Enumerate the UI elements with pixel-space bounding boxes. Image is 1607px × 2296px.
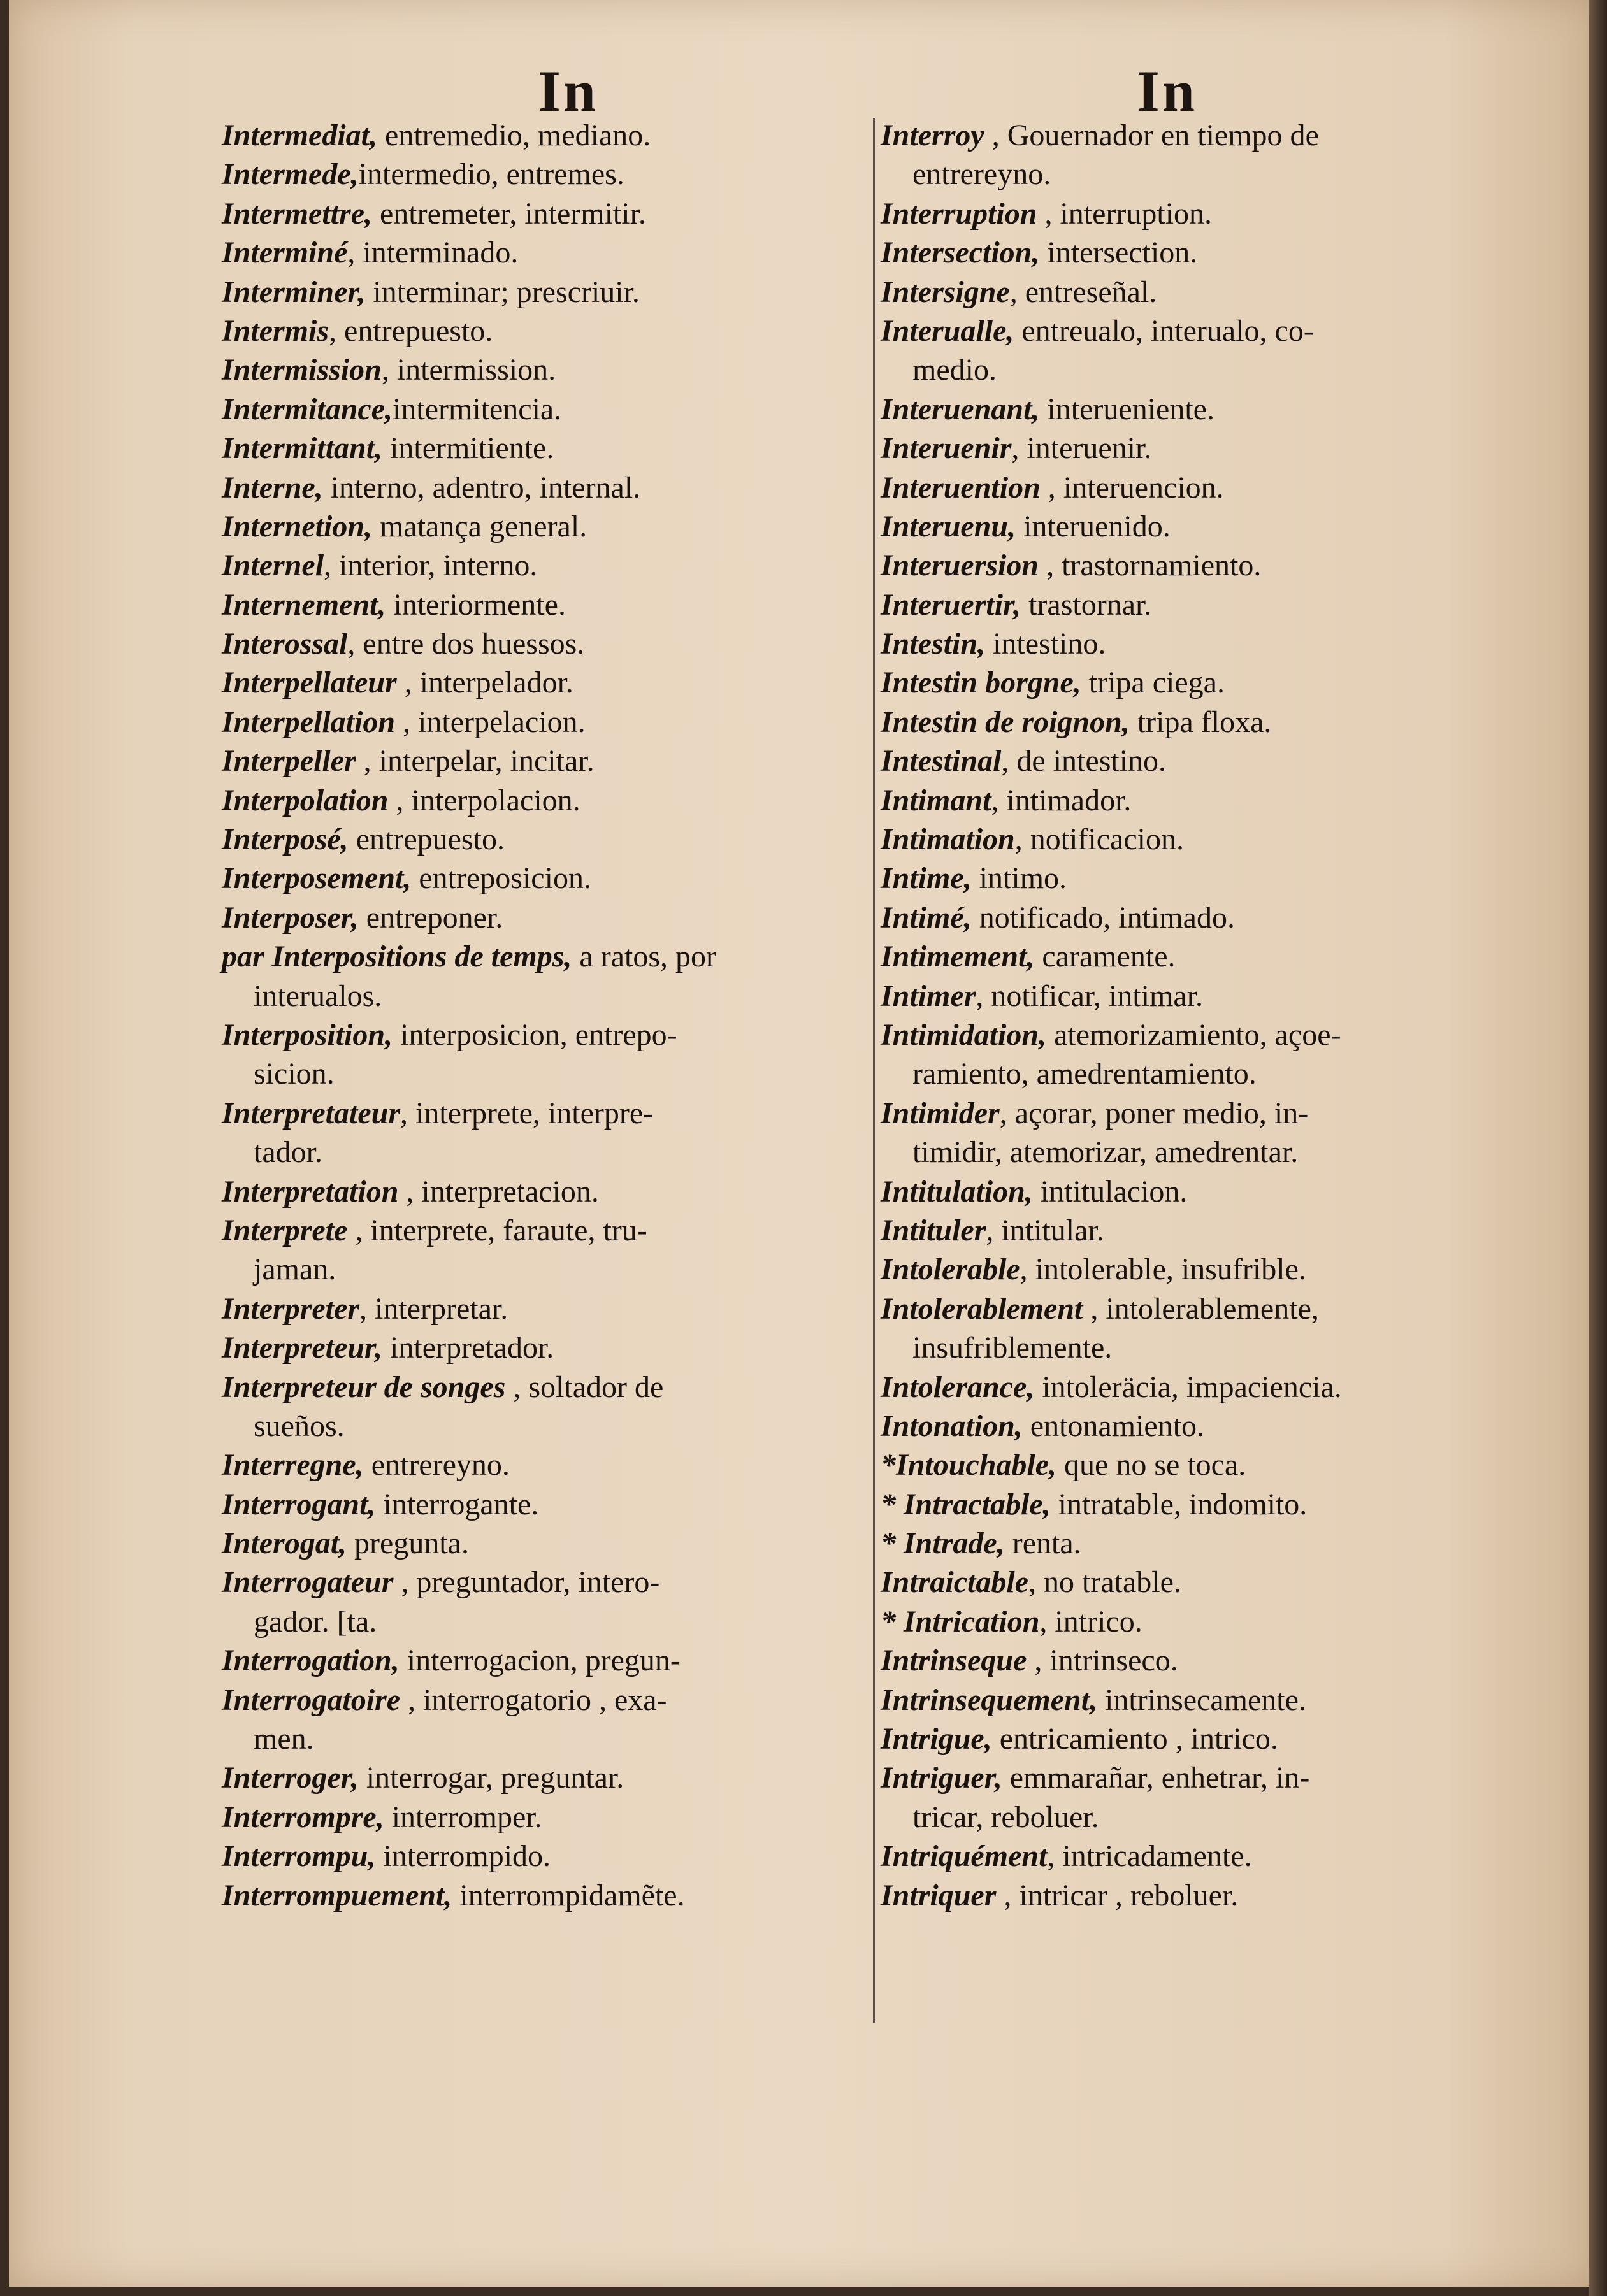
translation: entreponer. — [358, 900, 503, 935]
headword: Interposé, — [222, 822, 349, 857]
dictionary-entry-line — [222, 1837, 865, 1876]
headword: Intestin de roignon, — [881, 705, 1130, 739]
dictionary-entry-line — [222, 507, 865, 546]
translation: , preguntador, intero- — [393, 1565, 660, 1600]
headword: Interuenu, — [881, 509, 1016, 543]
translation: , intolerable, insufrible. — [1020, 1252, 1306, 1287]
dictionary-entry-line — [222, 1328, 865, 1367]
translation: interromper. — [384, 1800, 542, 1834]
headword: * Intrication — [881, 1604, 1040, 1639]
headword: Intimé, — [881, 900, 972, 935]
translation: interrogacion, pregun- — [399, 1644, 681, 1678]
dictionary-entry-line — [222, 546, 865, 585]
translation: intoleräcia, impaciencia. — [1034, 1370, 1342, 1404]
translation: trastornar. — [1021, 587, 1152, 622]
headword: Intermede, — [222, 157, 359, 192]
dictionary-entry-line — [881, 977, 1492, 1015]
translation: , interrogatorio , exa- — [400, 1683, 667, 1717]
translation: a ratos, por — [572, 940, 716, 974]
headword: Interposition, — [222, 1017, 393, 1052]
translation: , interpelar, incitar. — [356, 744, 595, 778]
left-column — [222, 116, 865, 1915]
translation: , notificar, intimar. — [976, 979, 1204, 1013]
translation: men. — [254, 1722, 314, 1756]
translation: , notificacion. — [1014, 822, 1184, 857]
dictionary-entry-line — [881, 194, 1492, 233]
dictionary-entry-line — [222, 1407, 865, 1446]
dictionary-entry-line — [881, 1250, 1492, 1289]
dictionary-entry-line — [881, 937, 1492, 976]
headword: Interpreter — [222, 1291, 359, 1326]
dictionary-entry-line — [222, 859, 865, 898]
translation: intratable, indomito. — [1050, 1487, 1308, 1521]
headword: par Interpositions de temps, — [222, 940, 572, 974]
headword: *Intouchable, — [881, 1448, 1057, 1482]
dictionary-entry-line — [222, 1368, 865, 1407]
translation: medio. — [912, 353, 997, 387]
headword: Intolerablement — [881, 1291, 1083, 1326]
dictionary-entry-line — [881, 1876, 1492, 1915]
translation: intestino. — [985, 627, 1106, 661]
dictionary-entry-line — [881, 350, 1492, 389]
headword: Intimant — [881, 783, 991, 817]
headword: Intonation, — [881, 1409, 1023, 1443]
headword: Interpolation — [222, 783, 389, 817]
headword: Interprete — [222, 1213, 348, 1247]
headword: Interrogant, — [222, 1487, 376, 1521]
headword: Intriquer — [881, 1878, 997, 1912]
headword: Interrogatoire — [222, 1683, 401, 1717]
translation: entricamiento , intrico. — [991, 1722, 1278, 1756]
translation: renta. — [1004, 1526, 1081, 1561]
dictionary-entry-line — [222, 1758, 865, 1797]
translation: , intimador. — [991, 783, 1132, 817]
dictionary-entry-line — [222, 312, 865, 350]
dictionary-entry-line — [881, 1368, 1492, 1407]
headword: Interuertir, — [881, 587, 1021, 622]
dictionary-entry-line — [222, 1681, 865, 1719]
translation: interueniente. — [1039, 392, 1214, 426]
dictionary-entry-line — [222, 742, 865, 780]
dictionary-entry-line — [222, 1054, 865, 1093]
translation: , intitular. — [986, 1213, 1104, 1247]
headword: Interpretateur — [222, 1096, 401, 1130]
translation: interualos. — [254, 979, 382, 1013]
dictionary-entry-line — [222, 1563, 865, 1602]
dictionary-entry-line — [881, 1211, 1492, 1250]
dictionary-entry-line — [222, 820, 865, 859]
translation: ramiento, amedrentamiento. — [912, 1057, 1257, 1091]
column-divider — [873, 118, 875, 2023]
translation: intermedio, entremes. — [358, 157, 624, 192]
translation: , intermission. — [381, 353, 556, 387]
translation: , no tratable. — [1028, 1565, 1181, 1600]
translation: , intrinseco. — [1027, 1644, 1178, 1678]
headword: Interrogateur — [222, 1565, 394, 1600]
right-column — [881, 116, 1492, 1915]
dictionary-entry-line — [222, 350, 865, 389]
dictionary-entry-line — [881, 742, 1492, 780]
translation: , interpelador. — [396, 666, 573, 700]
dictionary-entry-line — [881, 1524, 1492, 1563]
translation: interiormente. — [386, 587, 566, 622]
dictionary-entry-line — [222, 1641, 865, 1680]
translation: , interminado. — [347, 236, 519, 270]
headword: Intermediat, — [222, 118, 378, 152]
headword: * Intractable, — [881, 1487, 1051, 1521]
dictionary-entry-line — [222, 1094, 865, 1133]
translation: , interpretacion. — [398, 1174, 599, 1209]
translation: sicion. — [254, 1057, 335, 1091]
translation: intrinsecamente. — [1097, 1683, 1306, 1717]
translation: entremeter, intermitir. — [372, 196, 646, 231]
translation: entrepuesto. — [348, 822, 505, 857]
translation: , soltador de — [505, 1370, 664, 1404]
translation: , entreseñal. — [1009, 275, 1157, 309]
headword: Interregne, — [222, 1448, 364, 1482]
headword: Intimation — [881, 822, 1015, 857]
dictionary-entry-line — [881, 1641, 1492, 1680]
translation: que no se toca. — [1056, 1448, 1246, 1482]
headword: Intrinseque — [881, 1644, 1027, 1678]
headword: Intermittant, — [222, 431, 383, 466]
dictionary-entry-line — [222, 1250, 865, 1289]
headword: Intersection, — [881, 236, 1040, 270]
headword: Interposer, — [222, 900, 359, 935]
headword: Intrigue, — [881, 1722, 992, 1756]
dictionary-entry-line — [881, 781, 1492, 820]
translation: , interuencion. — [1040, 470, 1224, 505]
translation: , Gouernador en tiempo de — [984, 118, 1319, 152]
dictionary-entry-line — [222, 1446, 865, 1484]
headword: Interroy — [881, 118, 984, 152]
translation: interrogar, preguntar. — [358, 1761, 624, 1795]
headword: Interpellateur — [222, 666, 397, 700]
translation: , interpretar. — [359, 1291, 508, 1326]
dictionary-entry-line — [881, 468, 1492, 507]
headword: Intime, — [881, 861, 972, 896]
translation: matança general. — [372, 509, 587, 543]
dictionary-entry-line — [881, 1094, 1492, 1133]
translation: , intrico. — [1039, 1604, 1142, 1639]
translation: interrogante. — [375, 1487, 539, 1521]
headword: Intraictable — [881, 1565, 1029, 1600]
dictionary-entry-line — [881, 585, 1492, 624]
translation: tador. — [254, 1135, 322, 1170]
dictionary-entry-line — [881, 390, 1492, 429]
translation: atemorizamiento, açoe- — [1046, 1017, 1341, 1052]
headword: Interuention — [881, 470, 1041, 505]
translation: , intricar , reboluer. — [996, 1878, 1239, 1912]
dictionary-entry-line — [222, 898, 865, 937]
headword: Intolerance, — [881, 1370, 1035, 1404]
headword: Interrompre, — [222, 1800, 384, 1834]
translation: intitulacion. — [1032, 1174, 1188, 1209]
dictionary-entry-line — [222, 468, 865, 507]
headword: Interroger, — [222, 1761, 359, 1795]
headword: Interrogation, — [222, 1644, 400, 1678]
dictionary-entry-line — [222, 116, 865, 155]
dictionary-entry-line — [222, 624, 865, 663]
headword: Intimement, — [881, 940, 1035, 974]
dictionary-entry-line — [222, 1485, 865, 1524]
translation: interuenido. — [1016, 509, 1171, 543]
headword: Intimider — [881, 1096, 1000, 1130]
dictionary-entry-line — [881, 1328, 1492, 1367]
dictionary-entry-line — [222, 1719, 865, 1758]
dictionary-page — [9, 0, 1602, 2287]
dictionary-entry-line — [881, 859, 1492, 898]
dictionary-entry-line — [881, 1758, 1492, 1797]
dictionary-entry-line — [222, 585, 865, 624]
translation: notificado, intimado. — [971, 900, 1235, 935]
headword: Interualle, — [881, 313, 1014, 348]
dictionary-entry-line — [881, 273, 1492, 312]
dictionary-entry-line — [881, 1172, 1492, 1211]
dictionary-entry-line — [881, 233, 1492, 272]
dictionary-entry-line — [222, 937, 865, 976]
headword: Intituler — [881, 1213, 986, 1247]
headword: Intimer — [881, 979, 976, 1013]
headword: Intestinal — [881, 744, 1002, 778]
dictionary-entry-line — [881, 116, 1492, 155]
translation: intermitiente. — [382, 431, 554, 466]
dictionary-entry-line — [222, 1133, 865, 1172]
translation: , interprete, faraute, tru- — [347, 1213, 647, 1247]
headword: Intermis — [222, 313, 329, 348]
dictionary-entry-line — [222, 977, 865, 1015]
headword: Intrinsequement, — [881, 1683, 1098, 1717]
translation: , entrepuesto. — [329, 313, 493, 348]
translation: intersection. — [1039, 236, 1198, 270]
translation: pregunta. — [347, 1526, 469, 1561]
translation: , intricadamente. — [1047, 1839, 1252, 1874]
headword: Intersigne — [881, 275, 1010, 309]
dictionary-entry-line — [222, 233, 865, 272]
page-header-left: In — [538, 59, 598, 124]
dictionary-entry-line — [881, 1446, 1492, 1484]
translation: , intolerablemente, — [1083, 1291, 1319, 1326]
headword: Intermitance, — [222, 392, 393, 426]
dictionary-entry-line — [881, 1602, 1492, 1641]
dictionary-entry-line — [881, 663, 1492, 702]
headword: Interpreteur, — [222, 1331, 383, 1365]
headword: Intitulation, — [881, 1174, 1033, 1209]
headword: Interuersion — [881, 549, 1039, 583]
translation: , interior, interno. — [324, 549, 538, 583]
headword: Internement, — [222, 587, 386, 622]
headword: Interminer, — [222, 275, 366, 309]
translation: interminar; prescriuir. — [365, 275, 640, 309]
translation: , entre dos huessos. — [347, 627, 585, 661]
translation: , açorar, poner medio, in- — [999, 1096, 1309, 1130]
dictionary-entry-line — [222, 1602, 865, 1641]
translation: entrereyno. — [912, 157, 1051, 192]
dictionary-entry-line — [222, 781, 865, 820]
headword: Intestin, — [881, 627, 986, 661]
dictionary-entry-line — [222, 273, 865, 312]
dictionary-entry-line — [222, 1798, 865, 1837]
translation: gador. [ta. — [254, 1604, 377, 1639]
headword: Interne, — [222, 470, 323, 505]
dictionary-entry-line — [222, 390, 865, 429]
headword: Internetion, — [222, 509, 373, 543]
translation: , interpelacion. — [395, 705, 586, 739]
translation: timidir, atemorizar, amedrentar. — [912, 1135, 1299, 1170]
translation: entreualo, interualo, co- — [1014, 313, 1314, 348]
page-header-right: In — [1137, 59, 1197, 124]
dictionary-entry-line — [881, 1719, 1492, 1758]
dictionary-entry-line — [881, 1407, 1492, 1446]
headword: Intolerable — [881, 1252, 1020, 1287]
translation: entonamiento. — [1022, 1409, 1205, 1443]
dictionary-entry-line — [881, 1485, 1492, 1524]
headword: Interminé — [222, 236, 348, 270]
dictionary-entry-line — [881, 1837, 1492, 1876]
headword: Interruption — [881, 196, 1037, 231]
headword: Interrompuement, — [222, 1878, 452, 1912]
translation: interno, adentro, internal. — [322, 470, 641, 505]
translation: intimo. — [971, 861, 1067, 896]
translation: sueños. — [254, 1409, 345, 1443]
translation: entreposicion. — [411, 861, 591, 896]
dictionary-entry-line — [881, 1054, 1492, 1093]
translation: insufriblemente. — [912, 1331, 1113, 1365]
dictionary-entry-line — [222, 1289, 865, 1328]
dictionary-entry-line — [881, 1563, 1492, 1602]
headword: Interpretation — [222, 1174, 399, 1209]
translation: interpretador. — [382, 1331, 554, 1365]
dictionary-entry-line — [222, 429, 865, 468]
dictionary-entry-line — [881, 507, 1492, 546]
dictionary-entry-line — [222, 1876, 865, 1915]
dictionary-entry-line — [222, 1015, 865, 1054]
translation: tripa floxa. — [1129, 705, 1272, 739]
dictionary-entry-line — [881, 546, 1492, 585]
translation: intermitencia. — [393, 392, 562, 426]
dictionary-entry-line — [881, 820, 1492, 859]
headword: Interuenir — [881, 431, 1012, 466]
translation: caramente. — [1034, 940, 1176, 974]
headword: Interrompu, — [222, 1839, 376, 1874]
dictionary-entry-line — [881, 898, 1492, 937]
headword: Interossal — [222, 627, 348, 661]
headword: Interogat, — [222, 1526, 347, 1561]
headword: Intermettre, — [222, 196, 372, 231]
dictionary-entry-line — [881, 1289, 1492, 1328]
headword: Interpeller — [222, 744, 356, 778]
headword: Intimidation, — [881, 1017, 1047, 1052]
translation: , interruption. — [1037, 196, 1213, 231]
headword: Intermission — [222, 353, 382, 387]
translation: tripa ciega. — [1081, 666, 1225, 700]
translation: , interpolacion. — [388, 783, 580, 817]
translation: interposicion, entrepo- — [393, 1017, 677, 1052]
headword: Intriguer, — [881, 1761, 1002, 1795]
dictionary-entry-line — [881, 1681, 1492, 1719]
dictionary-entry-line — [881, 624, 1492, 663]
dictionary-entry-line — [222, 1524, 865, 1563]
translation: jaman. — [254, 1252, 336, 1287]
dictionary-entry-line — [881, 1798, 1492, 1837]
page-edge-shadow — [1589, 0, 1607, 2296]
headword: Interuenant, — [881, 392, 1040, 426]
dictionary-entry-line — [222, 155, 865, 194]
dictionary-entry-line — [881, 429, 1492, 468]
dictionary-entry-line — [222, 1172, 865, 1211]
dictionary-entry-line — [881, 703, 1492, 742]
dictionary-entry-line — [881, 155, 1492, 194]
dictionary-entry-line — [222, 1211, 865, 1250]
translation: entrereyno. — [363, 1448, 510, 1482]
translation: emmarañar, enhetrar, in- — [1002, 1761, 1310, 1795]
headword: Interpreteur de songes — [222, 1370, 506, 1404]
dictionary-entry-line — [222, 194, 865, 233]
translation: interrompidamẽte. — [452, 1878, 685, 1912]
dictionary-entry-line — [881, 1133, 1492, 1172]
translation: , interuenir. — [1011, 431, 1152, 466]
headword: Intestin borgne, — [881, 666, 1081, 700]
dictionary-entry-line — [881, 312, 1492, 350]
headword: * Intrade, — [881, 1526, 1005, 1561]
translation: , de intestino. — [1001, 744, 1167, 778]
translation: , trastornamiento. — [1039, 549, 1262, 583]
dictionary-entry-line — [222, 703, 865, 742]
translation: entremedio, mediano. — [377, 118, 651, 152]
headword: Intriquément — [881, 1839, 1048, 1874]
dictionary-entry-line — [881, 1015, 1492, 1054]
headword: Internel — [222, 549, 324, 583]
translation: tricar, reboluer. — [912, 1800, 1099, 1834]
translation: , interprete, interpre- — [400, 1096, 654, 1130]
headword: Interpellation — [222, 705, 396, 739]
headword: Interposement, — [222, 861, 412, 896]
dictionary-entry-line — [222, 663, 865, 702]
translation: interrompido. — [375, 1839, 551, 1874]
